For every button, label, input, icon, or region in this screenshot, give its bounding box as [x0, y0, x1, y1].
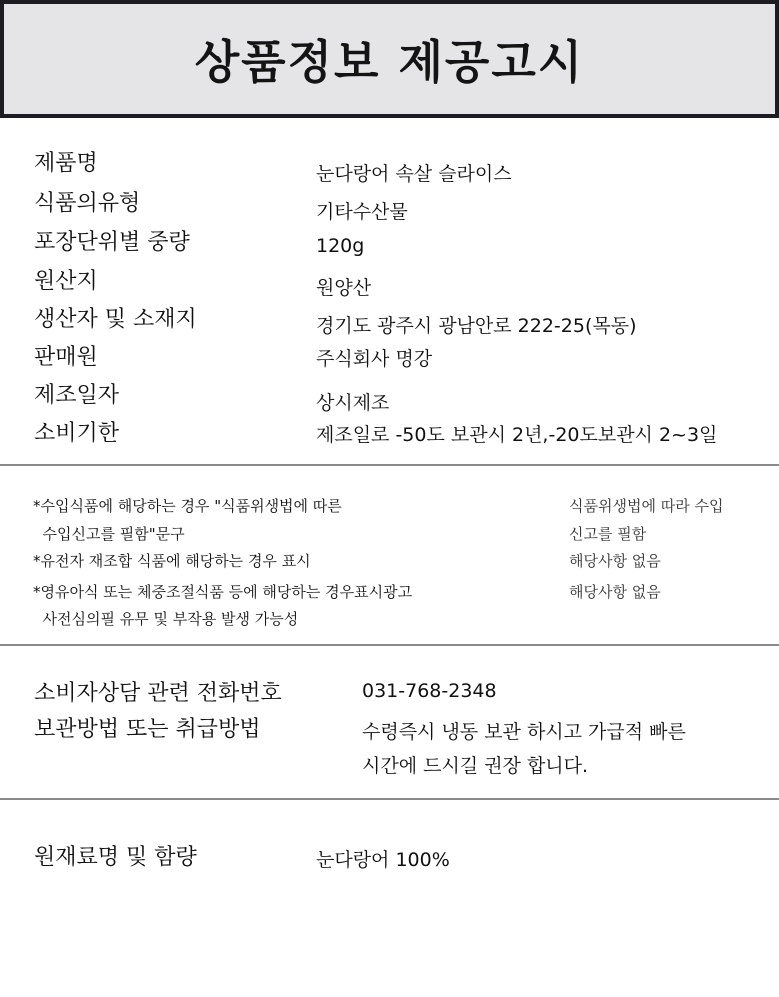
notice-text: *영유아식 또는 체중조절식품 등에 해당하는 경우표시광고 [33, 583, 413, 601]
ingredients-value: 눈다랑어 100% [316, 849, 450, 871]
notice-value: 신고를 필함 [569, 525, 647, 543]
info-value: 120g [316, 235, 365, 257]
notice-text: *유전자 재조합 식품에 해당하는 경우 표시 [33, 552, 311, 570]
notice-value: 해당사항 없음 [569, 583, 661, 601]
page-title: 상품정보 제공고시 [194, 35, 585, 89]
info-label: 원산지 [34, 269, 98, 294]
info-label: 제조일자 [34, 383, 120, 408]
info-value: 눈다랑어 속살 슬라이스 [316, 163, 512, 185]
notice-value: 식품위생법에 따라 수입 [569, 497, 724, 515]
title-banner [0, 0, 779, 118]
info-value: 경기도 광주시 광남안로 222-25(목동) [316, 315, 637, 337]
notice-text: 사전심의필 유무 및 부작용 발생 가능성 [33, 610, 299, 628]
section-divider [0, 644, 779, 646]
info-label: 소비기한 [34, 421, 120, 446]
storage-value-line2: 시간에 드시길 권장 합니다. [362, 755, 589, 777]
ingredients-label: 원재료명 및 함량 [34, 845, 197, 870]
section-divider [0, 464, 779, 466]
info-label: 판매원 [34, 345, 98, 370]
info-value: 원양산 [316, 277, 372, 299]
section-divider [0, 798, 779, 800]
storage-value-line1: 수령즉시 냉동 보관 하시고 가급적 빠른 [362, 721, 686, 743]
info-value: 주식회사 명강 [316, 348, 433, 370]
info-label: 제품명 [34, 151, 98, 176]
info-value: 기타수산물 [316, 201, 408, 223]
info-label: 포장단위별 중량 [34, 230, 190, 255]
storage-label: 보관방법 또는 취급방법 [34, 717, 261, 742]
notice-text: *수입식품에 해당하는 경우 "식품위생법에 따른 [33, 497, 342, 515]
notice-text: 수입신고를 필함"문구 [33, 525, 185, 543]
notice-value: 해당사항 없음 [569, 552, 661, 570]
phone-value: 031-768-2348 [362, 680, 497, 702]
phone-label: 소비자상담 관련 전화번호 [34, 681, 282, 706]
info-value: 제조일로 -50도 보관시 2년,-20도보관시 2~3일 [316, 424, 718, 446]
info-value: 상시제조 [316, 392, 390, 414]
info-label: 생산자 및 소재지 [34, 307, 197, 332]
info-label: 식품의유형 [34, 191, 141, 216]
